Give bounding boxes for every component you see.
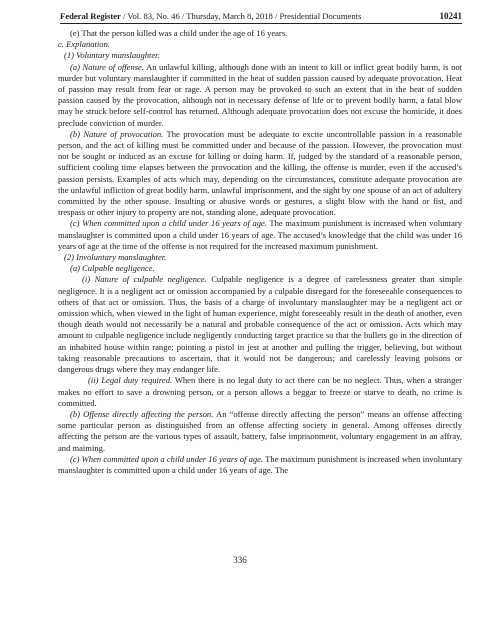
paragraph-nature-of-provocation	[58, 129, 462, 219]
paragraph-legal-duty-required	[58, 375, 462, 409]
paragraph-heading: (c) When committed upon a child under 16 years of age.	[70, 453, 264, 464]
paragraph-text: (e) That the person killed was a child under the age of 16 years.	[70, 28, 288, 38]
paragraph-nature-of-offense	[58, 62, 462, 129]
paragraph-heading: (b) Nature of provocation.	[70, 128, 164, 139]
paragraph-text: Culpable negligence is a degree of carelessness greater than simple negligence. It is a negligent act or omission accompanied by a culpable disregard for the foreseeable consequences to others of that act or omission. Thus, the basis of a charge of involuntary manslaughter may be a negligent act or omission which, when viewed in the light of human experience, might foreseeably result in the death of another, even though death would not necessarily be a natural and probable consequence of the act or omission. Acts which may amount to culpable negligence include negligently conducting target practice so that the bullets go in the direction of an inhabited house within range; pointing a pistol in jest at another and pulling the trigger, believing, but without taking reasonable precautions to ascertain, that it would not be dangerous; and carelessly leaving poisons or dangerous drugs where they may endanger life.	[58, 274, 462, 375]
paragraph-involuntary-child-under-16	[58, 454, 462, 476]
paragraph-text: An “offense directly affecting the person” means an offense affecting some particular person as distinguished from an offense affecting society in general. Among offenses directly affecting the person are the various types of assault, battery, false imprisonment, voluntary engagement in an affray, and maiming.	[58, 408, 463, 453]
paragraph-offense-directly-affecting-person	[58, 409, 462, 454]
paragraph-heading: (c) When committed upon a child under 16 years of age.	[70, 218, 267, 229]
paragraph-heading: c. Explanation.	[58, 39, 110, 50]
header-page-number: 10241	[439, 11, 462, 21]
paragraph-text: The maximum punishment is increased when voluntary manslaughter is committed upon a child under 16 years of age. The accused’s knowledge that the child was under 16 years of age at the time of the offense is not required for the increased maximum punishment.	[58, 218, 462, 251]
header-issue: / Vol. 83, No. 46 / Thursday, March 8, 2018 / Presidential Documents	[120, 11, 362, 21]
paragraph-heading: (a) Culpable negligence.	[70, 263, 155, 274]
paragraph-text: When there is no legal duty to act there can be no neglect. Thus, when a stranger makes no effort to save a drowning person, or a person allows a beggar to freeze or starve to death, no crime is committed.	[58, 375, 462, 408]
running-header	[60, 9, 462, 24]
paragraph-heading: (a) Nature of offense.	[70, 61, 144, 72]
paragraph-heading: (2) Involuntary manslaughter.	[64, 252, 167, 263]
paragraph-heading: (ii) Legal duty required.	[88, 375, 173, 386]
paragraph-heading: (1) Voluntary manslaughter.	[64, 50, 160, 61]
heading-culpable-negligence	[58, 263, 462, 274]
document-body	[58, 28, 462, 476]
header-publication	[60, 9, 361, 23]
header-title: Federal Register	[60, 11, 121, 21]
heading-voluntary-manslaughter	[58, 50, 462, 61]
paragraph-e-child-element	[58, 28, 462, 39]
paragraph-text: An unlawful killing, although done with an intent to kill or inflict great bodily harm, is not murder but voluntary manslaughter if committed in the heat of sudden passion caused by adequate provocation. Heat of passion may result from fear or rage. A person may be provoked to such an extent that in the heat of sudden passion caused by the provocation, although not in necessary defense of life or to prevent bodily harm, a fatal blow may be struck before self-control has returned. Although adequate provocation does not excuse the homicide, it does preclude conviction of murder.	[58, 61, 462, 128]
paragraph-nature-of-culpable-negligence	[58, 274, 462, 375]
paragraph-heading: (i) Nature of culpable negligence.	[82, 274, 207, 285]
paragraph-text: The provocation must be adequate to excite uncontrollable passion in a reasonable person, and the act of killing must be committed under and because of the passion. However, the provocation must not be sought or induced as an excuse for killing or doing harm. If, judged by the standard of a reasonable person, sufficient cooling time elapses between the provocation and the killing, the offense is murder, even if the accused’s passion persists. Examples of acts which may, depending on the circumstances, constitute adequate provocation are the unlawful infliction of great bodily harm, unlawful imprisonment, and the sight by one spouse of an act of adultery committed by the other spouse. Insulting or abusive words or gestures, a slight blow with the hand or fist, and trespass or other injury to property are not, standing alone, adequate provocation.	[58, 128, 462, 218]
heading-c-explanation	[58, 39, 462, 50]
heading-involuntary-manslaughter	[58, 252, 462, 263]
paragraph-text: The maximum punishment is increased when involuntary manslaughter is committed upon a child under 16 years of age. The	[58, 453, 462, 475]
page-folio: 336	[233, 555, 247, 565]
paragraph-voluntary-child-under-16	[58, 218, 462, 252]
paragraph-heading: (b) Offense directly affecting the person.	[70, 408, 214, 419]
